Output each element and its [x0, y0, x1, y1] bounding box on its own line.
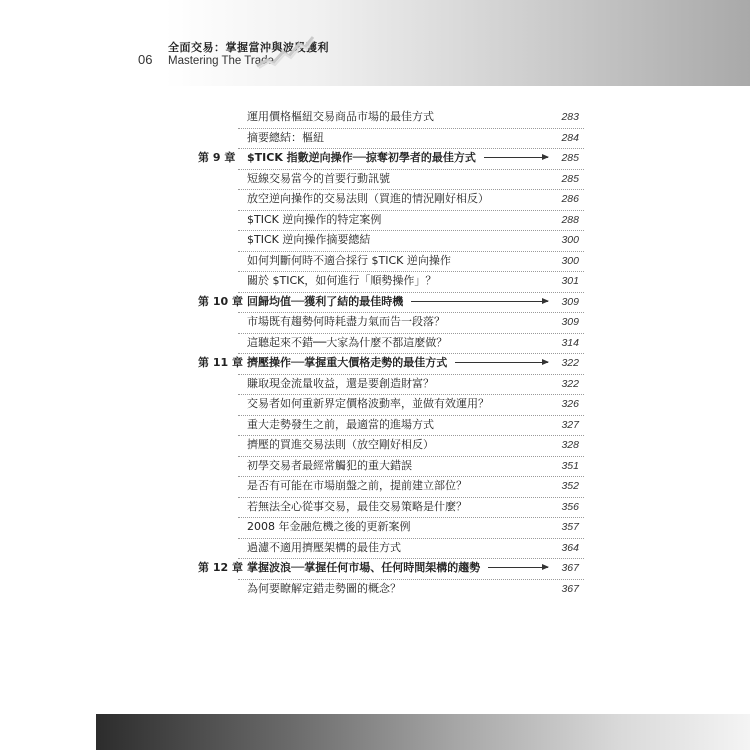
- page-number-ref: 285: [561, 152, 579, 164]
- page-number-ref: 301: [561, 275, 579, 287]
- chapter-title: 回歸均值──獲利了結的最佳時機: [247, 294, 404, 308]
- page-number-ref: 364: [561, 541, 579, 554]
- page-number-ref: 322: [561, 357, 579, 369]
- page-number-ref: 288: [561, 213, 579, 226]
- entry-title: 是否有可能在市場崩盤之前，提前建立部位？: [247, 479, 467, 492]
- page-number-ref: 300: [561, 254, 579, 267]
- page-number-ref: 367: [561, 582, 579, 595]
- toc-entry-row: [0, 108, 750, 126]
- chapter-title: $TICK 指數逆向操作──掠奪初學者的最佳方式: [247, 151, 476, 164]
- page-number: 06: [138, 52, 153, 67]
- toc-entry-row: [0, 375, 750, 393]
- toc-entry-row: [0, 334, 750, 352]
- arrow-right-icon: [455, 362, 548, 363]
- page-number-ref: 328: [561, 439, 579, 451]
- entry-title: $TICK 逆向操作的特定案例: [247, 212, 382, 226]
- book-title-english: Mastering The Trade: [168, 55, 274, 67]
- page-number-ref: 351: [561, 459, 579, 472]
- toc-entry-row: [0, 170, 750, 188]
- toc-entry-row: [0, 190, 750, 208]
- page-number-ref: 356: [561, 500, 579, 513]
- entry-title: 交易者如何重新界定價格波動率，並做有效運用？: [247, 397, 489, 410]
- page-number-ref: 367: [561, 562, 579, 574]
- page-number-ref: 283: [561, 111, 579, 123]
- header-band: [0, 0, 750, 86]
- toc-entry-row: [0, 477, 750, 495]
- toc-chapter-row: [0, 354, 750, 372]
- page-number-ref: 327: [561, 418, 579, 431]
- toc-entry-row: [0, 436, 750, 454]
- entry-title: 過濾不適用擠壓架構的最佳方式: [247, 540, 401, 554]
- chapter-title: 掌握波浪──掌握任何市場、任何時間架構的趨勢: [247, 561, 481, 574]
- toc-entry-row: [0, 129, 750, 147]
- entry-title: 這聽起來不錯──大家為什麼不都這麼做？: [247, 335, 448, 349]
- entry-title: 關於 $TICK，如何進行「順勢操作」？: [247, 274, 437, 287]
- page-number-ref: 322: [561, 377, 579, 390]
- entry-title: 2008 年金融危機之後的更新案例: [247, 520, 411, 533]
- entry-title: 賺取現金流量收益，還是要創造財富？: [247, 376, 434, 390]
- page-number-ref: 284: [561, 131, 579, 144]
- toc-entry-row: [0, 211, 750, 229]
- chapter-label: 第 9 章: [198, 151, 236, 164]
- arrow-right-icon: [411, 301, 548, 302]
- chapter-title: 擠壓操作──掌握重大價格走勢的最佳方式: [247, 356, 448, 369]
- entry-title: 短線交易當今的首要行動訊號: [247, 171, 390, 185]
- toc-entry-row: [0, 395, 750, 413]
- rising-trend-icon: [255, 34, 315, 70]
- page-number-ref: 309: [561, 295, 579, 308]
- book-title-chinese: 全面交易：掌握當沖與波段獲利: [168, 41, 329, 54]
- arrow-right-icon: [484, 157, 548, 158]
- entry-title: 初學交易者最經常觸犯的重大錯誤: [247, 458, 412, 472]
- toc-entry-row: [0, 416, 750, 434]
- page-number-ref: 326: [561, 398, 579, 410]
- page-number-ref: 357: [561, 521, 579, 533]
- toc-entry-row: [0, 518, 750, 536]
- entry-title: 運用價格樞紐交易商品市場的最佳方式: [247, 110, 434, 123]
- page-number-ref: 300: [561, 234, 579, 246]
- page-number-ref: 285: [561, 172, 579, 185]
- toc-entry-row: [0, 231, 750, 249]
- page-number-ref: 309: [561, 316, 579, 328]
- chapter-label: 第 11 章: [198, 356, 243, 369]
- entry-title: 若無法全心從事交易，最佳交易策略是什麼？: [247, 499, 467, 513]
- toc-entry-row: [0, 252, 750, 270]
- entry-title: 擠壓的買進交易法則（放空剛好相反）: [247, 438, 434, 451]
- entry-title: 為何要瞭解定錯走勢圖的概念？: [247, 581, 401, 595]
- toc-entry-row: [0, 498, 750, 516]
- toc-entry-row: [0, 313, 750, 331]
- toc-chapter-row: [0, 293, 750, 311]
- toc-entry-row: [0, 580, 750, 598]
- arrow-right-icon: [488, 567, 548, 568]
- toc-chapter-row: [0, 149, 750, 167]
- chapter-label: 第 12 章: [198, 561, 243, 574]
- entry-title: 摘要總結：樞紐: [247, 130, 324, 144]
- entry-title: $TICK 逆向操作摘要總結: [247, 233, 371, 246]
- page-number-ref: 286: [561, 193, 579, 205]
- entry-title: 如何判斷何時不適合採行 $TICK 逆向操作: [247, 253, 451, 267]
- toc-entry-row: [0, 457, 750, 475]
- entry-title: 市場既有趨勢何時耗盡力氣而告一段落？: [247, 315, 445, 328]
- entry-title: 重大走勢發生之前，最適當的進場方式: [247, 417, 434, 431]
- toc-chapter-row: [0, 559, 750, 577]
- toc-entry-row: [0, 539, 750, 557]
- page-number-ref: 352: [561, 480, 579, 492]
- entry-title: 放空逆向操作的交易法則（買進的情況剛好相反）: [247, 192, 489, 205]
- toc-entry-row: [0, 272, 750, 290]
- footer-band: [96, 714, 750, 750]
- chapter-label: 第 10 章: [198, 294, 243, 308]
- page-number-ref: 314: [561, 336, 579, 349]
